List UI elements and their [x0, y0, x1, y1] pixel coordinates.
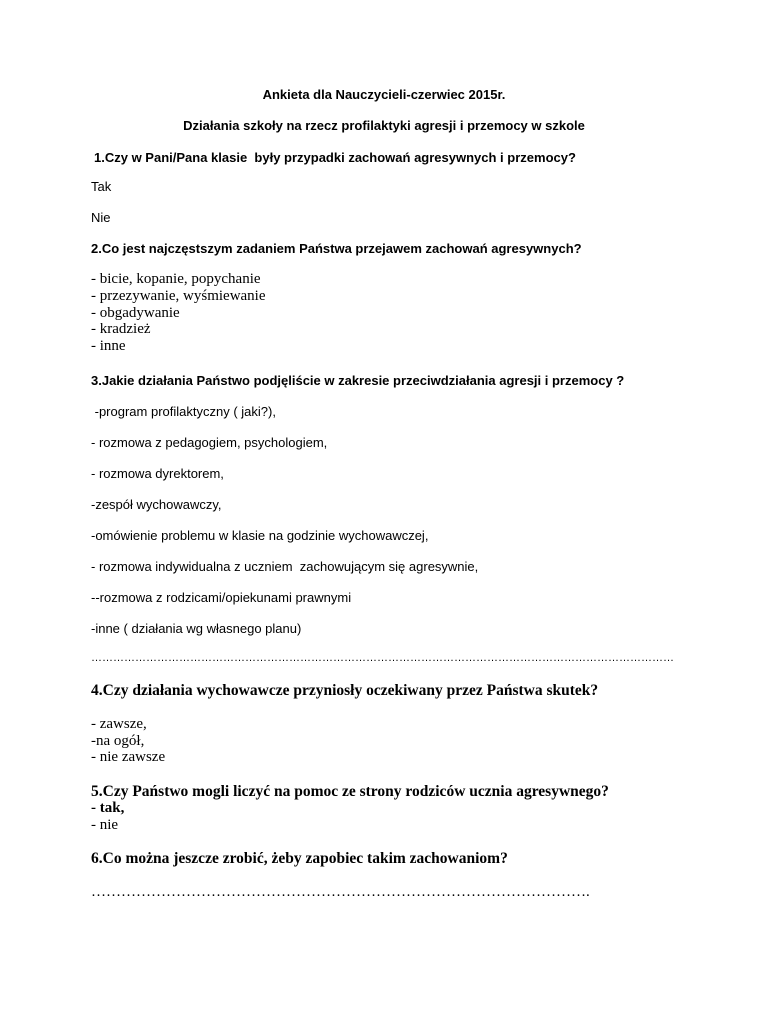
question-5-option: - nie [91, 817, 119, 833]
question-2-option: - inne [91, 338, 126, 354]
question-3-answer-dots: …………………………………………………………………………………………………………………………………………… [91, 652, 674, 664]
question-2-option: - bicie, kopanie, popychanie [91, 271, 261, 287]
document-subtitle: Działania szkoły na rzecz profilaktyki agresji i przemocy w szkole [183, 118, 585, 133]
question-6: 6.Co można jeszcze zrobić, żeby zapobiec takim zachowaniom? [91, 850, 508, 867]
question-2: 2.Co jest najczęstszym zadaniem Państwa przejawem zachowań agresywnych? [91, 241, 582, 256]
question-5: 5.Czy Państwo mogli liczyć na pomoc ze strony rodziców ucznia agresywnego? [91, 783, 609, 800]
question-3-option: -zespół wychowawczy, [91, 497, 222, 512]
question-3-option: -inne ( działania wg własnego planu) [91, 621, 302, 636]
question-4-option: -na ogół, [91, 733, 145, 749]
question-1-option-nie: Nie [91, 210, 111, 225]
question-6-answer-dots: ………………………………………………………………………………………. [91, 884, 590, 900]
question-5-option: - tak, [91, 800, 125, 816]
document-title: Ankieta dla Nauczycieli-czerwiec 2015r. [262, 87, 506, 102]
question-3-option: - rozmowa dyrektorem, [91, 466, 224, 481]
question-3-option: - rozmowa indywidualna z uczniem zachowującym się agresywnie, [91, 559, 479, 574]
question-3-option: -program profilaktyczny ( jaki?), [91, 404, 276, 419]
question-2-option: - obgadywanie [91, 305, 180, 321]
question-3-option: - rozmowa z pedagogiem, psychologiem, [91, 435, 328, 450]
question-4-option: - nie zawsze [91, 749, 166, 765]
question-3-option: -omówienie problemu w klasie na godzinie wychowawczej, [91, 528, 429, 543]
question-1-option-tak: Tak [91, 179, 112, 194]
question-4-option: - zawsze, [91, 716, 147, 732]
question-3-option: --rozmowa z rodzicami/opiekunami prawnymi [91, 590, 352, 605]
question-3: 3.Jakie działania Państwo podjęliście w zakresie przeciwdziałania agresji i przemocy ? [91, 373, 625, 388]
question-4: 4.Czy działania wychowawcze przyniosły oczekiwany przez Państwa skutek? [91, 682, 599, 699]
question-2-option: - przezywanie, wyśmiewanie [91, 288, 266, 304]
question-1: 1.Czy w Pani/Pana klasie były przypadki zachowań agresywnych i przemocy? [94, 150, 576, 165]
question-2-option: - kradzież [91, 321, 151, 337]
